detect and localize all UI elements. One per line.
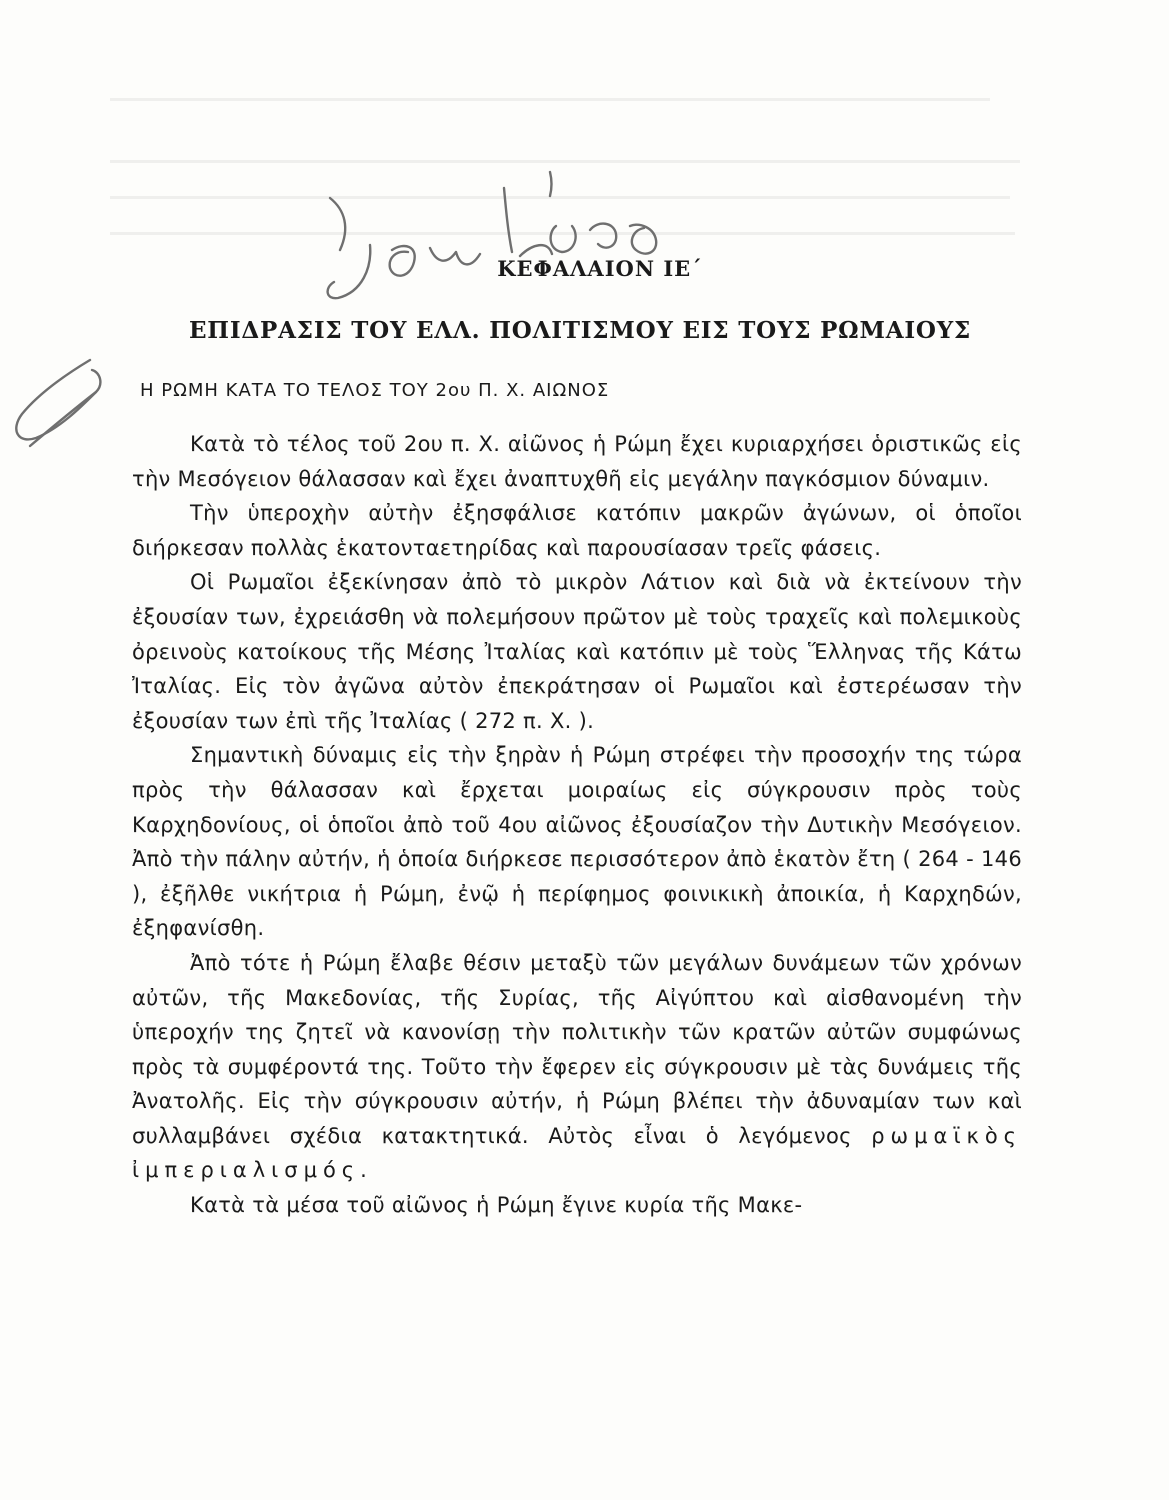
- section-heading: Η ΡΩΜΗ ΚΑΤΑ ΤΟ ΤΕΛΟΣ ΤΟΥ 2ου Π. Χ. ΑΙΩΝΟΣ: [140, 380, 610, 401]
- chapter-label: ΚΕΦΑΛΑΙΟΝ ΙΕ΄: [497, 256, 703, 281]
- paragraph: Κατὰ τὸ τέλος τοῦ 2ου π. Χ. αἰῶνος ἡ Ρώμη ἔχει κυριαρχήσει ὁριστικῶς εἰς τὴν Μεσόγειον θάλασσαν καὶ ἔχει ἀναπτυχθῆ εἰς μεγάλην παγκόσμιον δύναμιν.: [132, 432, 1022, 491]
- closing-line: Κατὰ τὰ μέσα τοῦ αἰῶνος ἡ Ρώμη ἔγινε κυρία τῆς Μακε-: [190, 1193, 803, 1218]
- emphasized-term: ρωμαϊκὸς ἰμπεριαλισμός.: [132, 1123, 1022, 1183]
- handwritten-annotation: [0, 0, 800, 480]
- paragraph-with-emphasis: [132, 946, 1022, 1188]
- paragraph-text: Ἀπὸ τότε ἡ Ρώμη ἔλαβε θέσιν μεταξὺ τῶν μεγάλων δυνάμεων τῶν χρόνων αὐτῶν, τῆς Μακεδονίας, τῆς Συρίας, τῆς Αἰγύπτου καὶ αἰσθανομένη τὴν ὑπεροχήν της ζητεῖ νὰ κανονίσῃ τὴν πολιτικὴν τῶν κρατῶν αὐτῶν συμφώνως πρὸς τὰ συμφέροντά της. Τοῦτο τὴν ἔφερεν εἰς σύγκρουσιν μὲ τὰς δυνάμεις τῆς Ἀνατολῆς. Εἰς τὴν σύγκρουσιν αὐτήν, ἡ Ρώμη βλέπει τὴν ἀδυναμίαν των καὶ συλλαμβάνει σχέδια κατακτητικά. Αὐτὸς εἶναι ὁ λεγόμενος: [132, 950, 1022, 1148]
- chapter-title: ΕΠΙΔΡΑΣΙΣ ΤΟΥ ΕΛΛ. ΠΟΛΙΤΙΣΜΟΥ ΕΙΣ ΤΟΥΣ ΡΩΜΑΙΟΥΣ: [188, 317, 972, 344]
- body-text: [132, 427, 1022, 1223]
- paragraph: Οἱ Ρωμαῖοι ἐξεκίνησαν ἀπὸ τὸ μικρὸν Λάτιον καὶ διὰ νὰ ἐκτείνουν τὴν ἐξουσίαν των, ἐχρειάσθη νὰ πολεμήσουν πρῶτον μὲ τοὺς τραχεῖς καὶ πολεμικοὺς ὀρεινοὺς κατοίκους τῆς Μέσης Ἰταλίας καὶ κατόπιν μὲ τοὺς Ἕλληνας τῆς Κάτω Ἰταλίας. Εἰς τὸν ἀγῶνα αὐτὸν ἐπεκράτησαν οἱ Ρωμαῖοι καὶ ἐστερέωσαν τὴν ἐξουσίαν των ἐπὶ τῆς Ἰταλίας ( 272 π. Χ. ).: [132, 570, 1022, 733]
- paragraph: Τὴν ὑπεροχὴν αὐτὴν ἐξησφάλισε κατόπιν μακρῶν ἀγώνων, οἱ ὁποῖοι διήρκεσαν πολλὰς ἑκατονταετηρίδας καὶ παρουσίασαν τρεῖς φάσεις.: [132, 501, 1022, 560]
- paragraph: Σημαντικὴ δύναμις εἰς τὴν ξηρὰν ἡ Ρώμη στρέφει τὴν προσοχήν της τώρα πρὸς τὴν θάλασσαν καὶ ἔρχεται μοιραίως εἰς σύγκρουσιν πρὸς τοὺς Καρχηδονίους, οἱ ὁποῖοι ἀπὸ τοῦ 4ου αἰῶνος ἐξουσίαζον τὴν Δυτικὴν Μεσόγειον. Ἀπὸ τὴν πάλην αὐτήν, ἡ ὁποία διήρκεσε περισσότερον ἀπὸ ἑκατὸν ἔτη ( 264 - 146 ), ἐξῆλθε νικήτρια ἡ Ρώμη, ἐνῷ ἡ περίφημος φοινικικὴ ἀποικία, ἡ Καρχηδών, ἐξηφανίσθη.: [132, 743, 1022, 941]
